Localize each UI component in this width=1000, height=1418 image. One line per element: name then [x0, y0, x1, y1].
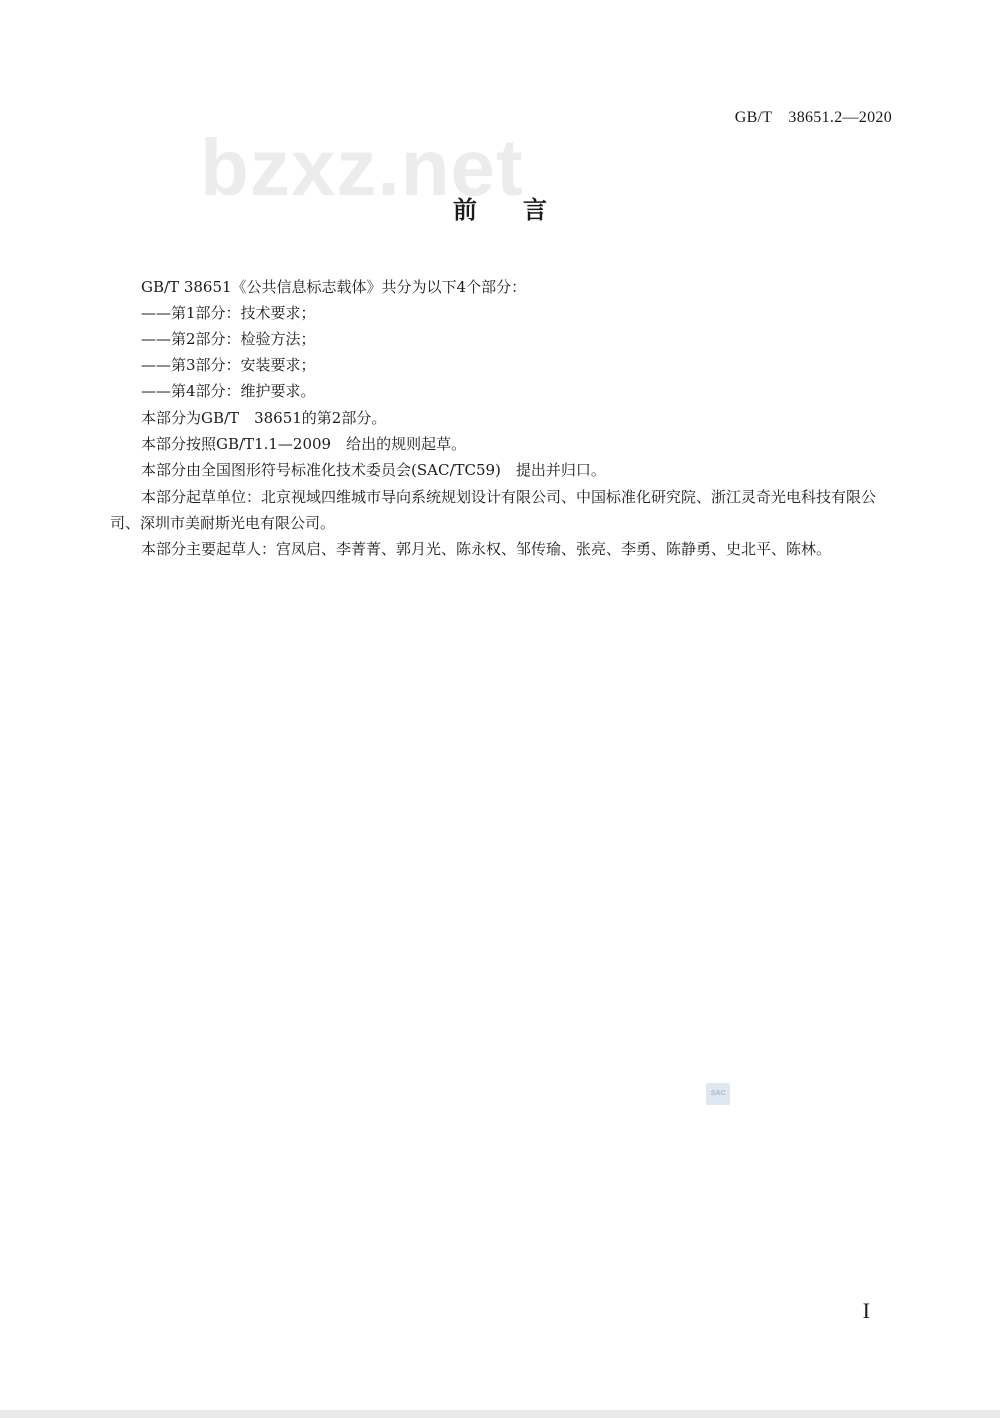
page-edge: [0, 1410, 1000, 1418]
sac-logo-text: SAC: [710, 1090, 726, 1097]
page-number: I: [862, 1298, 870, 1323]
sac-logo-icon: [706, 1083, 730, 1105]
intro-paragraph: GB/T 38651《公共信息标志载体》共分为以下4个部分：: [141, 278, 527, 296]
page-title: 前言: [453, 196, 593, 224]
proposed-by-paragraph: 本部分由全国图形符号标准化技术委员会(SAC/TC59) 提出并归口。: [141, 461, 606, 479]
drafting-rules-paragraph: 本部分按照GB/T1.1—2009 给出的规则起草。: [141, 435, 467, 453]
document-number: GB/T 38651.2—2020: [734, 109, 892, 126]
watermark: bzxz.net: [200, 123, 524, 212]
list-item: ——第4部分：维护要求。: [141, 382, 316, 400]
list-item: ——第1部分：技术要求；: [141, 304, 316, 322]
drafters-paragraph: 本部分主要起草人：宫凤启、李菁菁、郭月光、陈永权、邹传瑜、张亮、李勇、陈静勇、史北平、陈林。: [141, 540, 832, 558]
this-part-paragraph: 本部分为GB/T 38651的第2部分。: [141, 409, 387, 427]
list-item: ——第3部分：安装要求；: [141, 356, 316, 374]
drafting-units-paragraph: 本部分起草单位：北京视域四维城市导向系统规划设计有限公司、中国标准化研究院、浙江灵奇光电科技有限公司、深圳市美耐斯光电有限公司。: [110, 488, 877, 532]
list-item: ——第2部分：检验方法；: [141, 330, 316, 348]
foreword-body: [110, 274, 892, 562]
